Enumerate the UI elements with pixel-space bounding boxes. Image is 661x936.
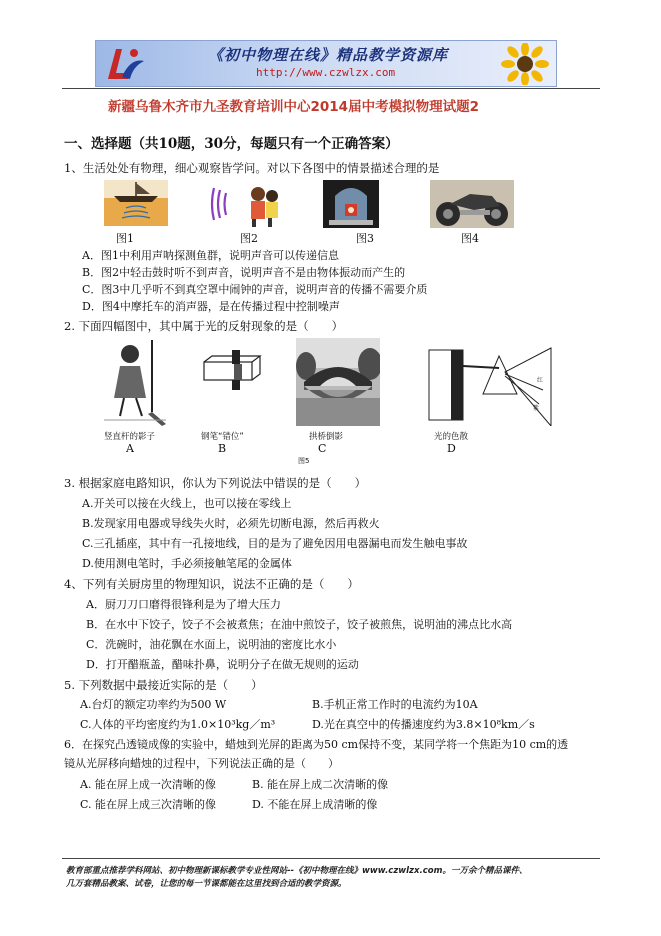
fig-a-caption: 竖直杆的影子 [104, 432, 156, 442]
q1-option-c: C．图3中几乎听不到真空罩中闹钟的声音，说明声音的传播不需要介质 [82, 283, 428, 296]
question-1-stem: 1、生活处处有物理，细心观察皆学问。对以下各图中的情景描述合理的是 [64, 161, 440, 175]
fig1-sonar-boat-image [104, 180, 168, 226]
site-banner [95, 40, 557, 87]
q5-option-c: C.人体的平均密度约为1.0×10³kg／m³ [80, 718, 276, 731]
fig-d-caption: 光的色散 [434, 432, 469, 442]
fig-d-letter: D [447, 442, 456, 455]
question-5-stem: 5. 下列数据中最接近实际的是（ ） [64, 678, 263, 692]
fig4-motorcycle-image [430, 180, 514, 228]
fig2-label: 图2 [240, 232, 258, 245]
footer-divider [62, 858, 600, 859]
question-2-stem: 2. 下面四幅图中，其中属于光的反射现象的是（ ） [64, 319, 344, 333]
q3-option-a: A.开关可以接在火线上，也可以接在零线上 [82, 497, 292, 510]
banner-url[interactable]: http://www.czwlzx.com [256, 66, 396, 79]
fig-b-caption: 钢笔“错位” [201, 432, 244, 442]
fig-b-pen-glass-image [200, 350, 266, 390]
q5-option-b: B.手机正常工作时的电流约为10A [312, 698, 478, 711]
footer-line-2: 几万套精品教案、试卷，让您的每一节课都能在这里找到合适的教学资源。 [66, 879, 347, 889]
fig-c-caption: 拱桥倒影 [309, 432, 344, 442]
q6-option-a: A. 能在屏上成一次清晰的像 [80, 778, 216, 791]
fig3-label: 图3 [356, 232, 374, 245]
q5-option-d: D.光在真空中的传播速度约为3.8×10⁸km／s [312, 718, 535, 731]
fig-a-pole-shadow-image [104, 336, 166, 428]
question-6-stem-line2: 镜从光屏移向蜡烛的过程中，下列说法正确的是（ ） [64, 757, 339, 770]
fig-c-bridge-reflection-image [296, 338, 380, 426]
q4-option-b: B．在水中下饺子，饺子不会被煮焦；在油中煎饺子，饺子被煎焦，说明油的沸点比水高 [86, 618, 513, 631]
q1-option-d: D．图4中摩托车的消声器，是在传播过程中控制噪声 [82, 300, 340, 313]
site-logo-icon [102, 43, 148, 83]
svg-text:红: 红 [537, 377, 544, 384]
q1-option-a: A．图1中利用声呐探测鱼群，说明声音可以传递信息 [82, 249, 339, 262]
fig4-label: 图4 [461, 232, 479, 245]
q3-option-d: D.使用测电笔时，手必须接触笔尾的金属体 [82, 557, 292, 570]
question-4-stem: 4、下列有关厨房里的物理知识，说法不正确的是（ ） [64, 577, 359, 591]
fig-a-letter: A [126, 442, 134, 455]
q6-option-b: B. 能在屏上成二次清晰的像 [252, 778, 389, 791]
fig3-bell-jar-image [323, 180, 379, 228]
banner-title: 《初中物理在线》精品教学资源库 [208, 46, 449, 64]
header-divider [62, 88, 600, 89]
sunflower-icon [500, 43, 550, 85]
footer-line-1: 教育部重点推荐学科网站、初中物理新课标教学专业性网站--《初中物理在线》www.czwlzx.com。一万余个精品课件、 [66, 866, 528, 876]
fig-c-letter: C [318, 442, 327, 455]
fig2-drum-image [208, 180, 286, 228]
q4-option-c: C．洗碗时，油花飘在水面上，说明油的密度比水小 [86, 638, 337, 651]
section-heading: 一、选择题（共10题，30分，每题只有一个正确答案） [64, 136, 399, 152]
question-6-stem-line1: 6．在探究凸透镜成像的实验中，蜡烛到光屏的距离为50 cm保持不变，某同学将一个焦距为10 cm的透 [64, 738, 569, 751]
fig5-label: 图5 [298, 457, 310, 465]
q3-option-b: B.发现家用电器或导线失火时，必须先切断电源，然后再救火 [82, 517, 380, 530]
q6-option-c: C. 能在屏上成三次清晰的像 [80, 798, 217, 811]
q3-option-c: C.三孔插座，其中有一孔接地线，目的是为了避免因用电器漏电而发生触电事故 [82, 537, 468, 550]
question-3-stem: 3. 根据家庭电路知识，你认为下列说法中错误的是（ ） [64, 476, 367, 490]
q4-option-a: A．厨刀刀口磨得很锋利是为了增大压力 [86, 598, 281, 611]
document-title: 新疆乌鲁木齐市九圣教育培训中心2014届中考模拟物理试题2 [108, 99, 479, 115]
q5-option-a: A.台灯的额定功率约为500 W [80, 698, 227, 711]
svg-text:紫: 紫 [533, 405, 540, 412]
fig1-label: 图1 [116, 232, 134, 245]
fig-d-dispersion-image [425, 342, 555, 426]
q6-option-d: D. 不能在屏上成清晰的像 [252, 798, 378, 811]
fig-b-letter: B [218, 442, 227, 455]
q1-option-b: B．图2中轻击鼓时听不到声音，说明声音不是由物体振动而产生的 [82, 266, 406, 279]
q4-option-d: D．打开醋瓶盖，醋味扑鼻，说明分子在做无规则的运动 [86, 658, 359, 671]
